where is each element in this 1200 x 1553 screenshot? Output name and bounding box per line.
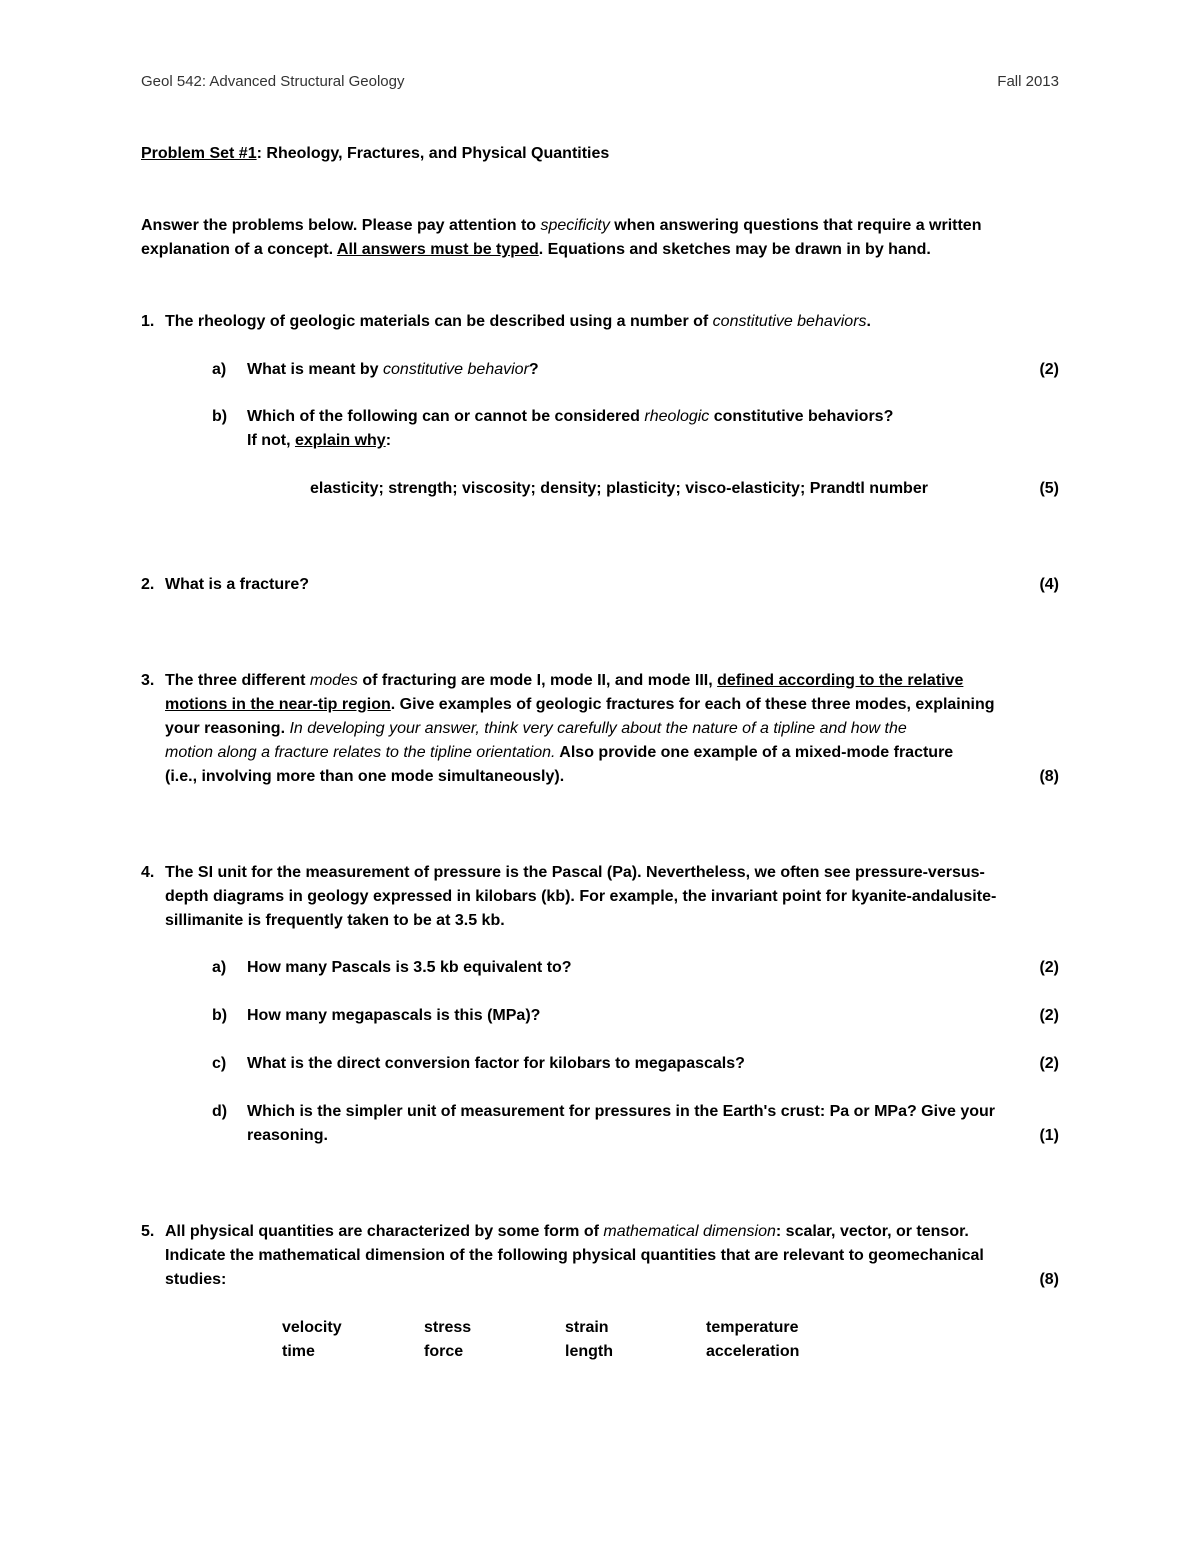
q4b-text: How many megapascals is this (MPa)?	[247, 1007, 541, 1024]
q1b-text	[247, 405, 893, 429]
question-5-points: (8)	[1039, 1271, 1059, 1288]
question-1-number: 1.	[141, 313, 155, 330]
question-3-line-1	[165, 669, 963, 693]
q3-text: The three different	[165, 672, 310, 689]
quantity-cell: acceleration	[706, 1343, 800, 1360]
quantity-cell: length	[565, 1343, 613, 1360]
q1-emphasis: constitutive behaviors	[712, 313, 867, 330]
q4c-letter: c)	[212, 1055, 227, 1072]
intro-text: when answering questions that require a written	[609, 217, 982, 234]
q1b-underlined: explain why	[294, 432, 386, 449]
q5-emphasis: mathematical dimension	[603, 1223, 776, 1240]
q1a-emphasis: constitutive behavior	[383, 361, 529, 378]
quantity-cell: strain	[565, 1319, 609, 1336]
question-3-line-2	[165, 693, 995, 717]
quantity-cell: temperature	[706, 1319, 799, 1336]
question-4-number: 4.	[141, 864, 155, 881]
quantity-cell: velocity	[282, 1319, 342, 1336]
q3-text: of fracturing are mode I, mode II, and mode III,	[357, 672, 718, 689]
q4a-text: How many Pascals is 3.5 kb equivalent to?	[247, 959, 572, 976]
q1a-points: (2)	[1039, 361, 1059, 378]
intro-text: . Equations and sketches may be drawn in by hand.	[538, 241, 931, 258]
problem-set-subtitle: : Rheology, Fractures, and Physical Quantities	[256, 145, 610, 162]
q3-emphasis: In developing your answer, think very carefully about the nature of a tipline and how the	[289, 720, 907, 737]
q3-underlined: motions in the near-tip region	[165, 696, 391, 713]
question-5-line-3: studies:	[165, 1271, 227, 1288]
q3-text: Also provide one example of a mixed-mode fracture	[555, 744, 954, 761]
question-1-text	[165, 310, 871, 334]
question-5-number: 5.	[141, 1223, 155, 1240]
course-title: Geol 542: Advanced Structural Geology	[141, 73, 405, 90]
q4d-line-2: reasoning.	[247, 1127, 328, 1144]
q1-text: .	[866, 313, 871, 330]
quantity-cell: stress	[424, 1319, 472, 1336]
question-5-line-1	[165, 1220, 969, 1244]
q1b-points: (5)	[1039, 480, 1059, 497]
question-5-line-2: Indicate the mathematical dimension of the following physical quantities that are relevant to geomechanical	[165, 1247, 984, 1264]
q1b-line-2	[247, 429, 391, 453]
question-3-points: (8)	[1039, 768, 1059, 785]
quantity-cell: force	[424, 1343, 464, 1360]
q5-text: All physical quantities are characterized by some form of	[165, 1223, 604, 1240]
q1b-letter: b)	[212, 408, 228, 425]
question-2-points: (4)	[1039, 576, 1059, 593]
q1a-text-part: ?	[528, 361, 539, 378]
q4a-letter: a)	[212, 959, 227, 976]
q1-text: The rheology of geologic materials can be described using a number of	[165, 313, 713, 330]
question-4-line-3: sillimanite is frequently taken to be at 3.5 kb.	[165, 912, 505, 929]
intro-text: Answer the problems below. Please pay attention to	[141, 217, 541, 234]
q3-emphasis: modes	[309, 672, 358, 689]
term-label: Fall 2013	[997, 73, 1059, 90]
question-2-text: What is a fracture?	[165, 576, 310, 593]
q1b-text-part: Which of the following can or cannot be considered	[247, 408, 645, 425]
q4a-points: (2)	[1039, 959, 1059, 976]
intro-emphasis: specificity	[540, 217, 610, 234]
q3-text: your reasoning.	[165, 720, 290, 737]
problem-set-label: Problem Set #1	[141, 145, 257, 162]
q3-text: . Give examples of geologic fractures for each of these three modes, explaining	[390, 696, 995, 713]
q4d-letter: d)	[212, 1103, 228, 1120]
q5-text: : scalar, vector, or tensor.	[775, 1223, 969, 1240]
intro-text: explanation of a concept.	[141, 241, 337, 258]
q1b-behaviors-list: elasticity; strength; viscosity; density; plasticity; visco-elasticity; Prandtl number	[310, 480, 928, 497]
quantity-cell: time	[282, 1343, 315, 1360]
question-4-line-2: depth diagrams in geology expressed in kilobars (kb). For example, the invariant point for kyanite-andalusite-	[165, 888, 997, 905]
intro-line-1	[141, 214, 981, 238]
q4c-text: What is the direct conversion factor for kilobars to megapascals?	[247, 1055, 745, 1072]
q1b-text-part: :	[385, 432, 392, 449]
q1b-text-part: constitutive behaviors?	[709, 408, 894, 425]
q1a-text-part: What is meant by	[247, 361, 384, 378]
q4d-points: (1)	[1039, 1127, 1059, 1144]
page-title	[141, 142, 609, 166]
question-3-line-3	[165, 717, 907, 741]
q4b-letter: b)	[212, 1007, 228, 1024]
q4b-points: (2)	[1039, 1007, 1059, 1024]
q1b-emphasis: rheologic	[644, 408, 710, 425]
question-2-number: 2.	[141, 576, 155, 593]
q1a-letter: a)	[212, 361, 227, 378]
question-3-line-5: (i.e., involving more than one mode simultaneously).	[165, 768, 565, 785]
q4c-points: (2)	[1039, 1055, 1059, 1072]
intro-underlined: All answers must be typed	[336, 241, 539, 258]
question-3-line-4	[165, 741, 953, 765]
question-3-number: 3.	[141, 672, 155, 689]
q1a-text	[247, 358, 539, 382]
q4d-line-1: Which is the simpler unit of measurement for pressures in the Earth's crust: Pa or MPa? Give your	[247, 1103, 995, 1120]
q3-emphasis: motion along a fracture relates to the tipline orientation.	[165, 744, 556, 761]
q1b-text-part: If not,	[247, 432, 295, 449]
intro-line-2	[141, 238, 931, 262]
q3-underlined: defined according to the relative	[717, 672, 964, 689]
question-4-line-1: The SI unit for the measurement of pressure is the Pascal (Pa). Nevertheless, we often see pressure-versus-	[165, 864, 985, 881]
